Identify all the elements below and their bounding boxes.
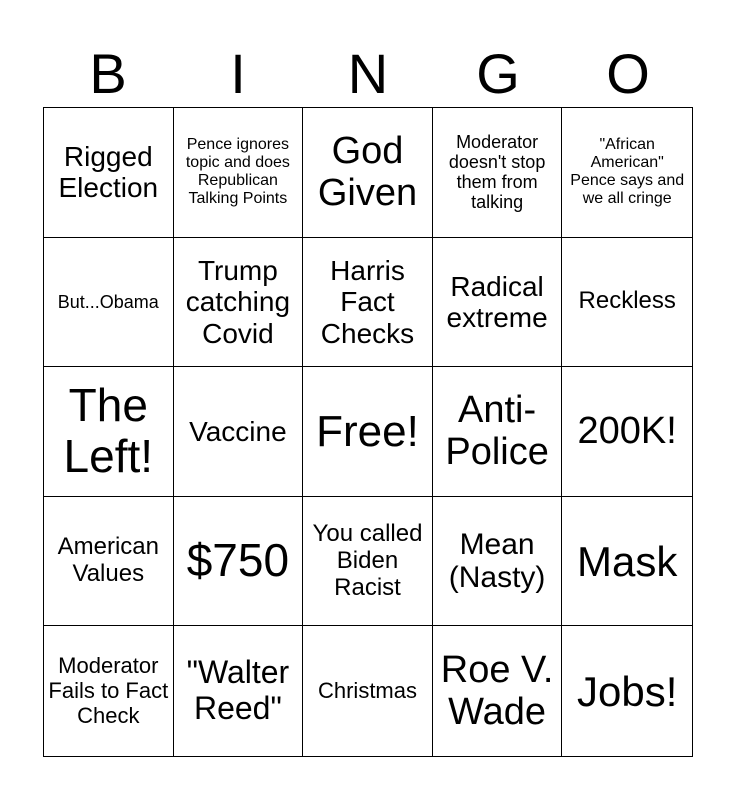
bingo-cell-r1-c5[interactable]	[562, 108, 692, 238]
bingo-cell-r5-c5[interactable]	[562, 626, 692, 756]
cell-text: Roe V. Wade	[440, 648, 554, 734]
header-letter-b: B	[89, 42, 127, 105]
bingo-cell-r5-c3[interactable]	[303, 626, 433, 756]
bingo-cell-r4-c2[interactable]	[174, 497, 304, 627]
bingo-cell-r5-c2[interactable]	[174, 626, 304, 756]
bingo-cell-r4-c5[interactable]	[562, 497, 692, 627]
cell-text: The Left!	[63, 378, 154, 483]
header-letter-o: O	[606, 42, 650, 105]
bingo-cell-r4-c4[interactable]	[433, 497, 563, 627]
cell-text: Christmas	[317, 677, 417, 703]
bingo-cell-r5-c4[interactable]	[433, 626, 563, 756]
header-letter-g: G	[476, 42, 520, 105]
cell-text: Pence ignores topic and does Republican Talking Points	[185, 136, 290, 208]
header-letter-i: I	[230, 42, 246, 105]
bingo-cell-r2-c5[interactable]	[562, 238, 692, 368]
cell-text: American Values	[57, 533, 159, 588]
bingo-cell-r1-c4[interactable]	[433, 108, 563, 238]
header-letter-n: N	[347, 42, 389, 105]
bingo-cell-r3-c2[interactable]	[174, 367, 304, 497]
bingo-board	[43, 107, 693, 757]
cell-text: Radical extreme	[446, 270, 548, 333]
bingo-cell-r3-c1[interactable]	[44, 367, 174, 497]
bingo-cell-r2-c1[interactable]	[44, 238, 174, 368]
bingo-cell-r1-c3[interactable]	[303, 108, 433, 238]
bingo-cell-r3-c5[interactable]	[562, 367, 692, 497]
cell-text: "African American" Pence says and we all cringe	[570, 136, 685, 208]
bingo-cell-r1-c1[interactable]	[44, 108, 174, 238]
cell-text: Harris Fact Checks	[320, 254, 415, 349]
bingo-cell-r2-c2[interactable]	[174, 238, 304, 368]
cell-text: Mean (Nasty)	[448, 527, 546, 595]
bingo-cell-r2-c4[interactable]	[433, 238, 563, 368]
bingo-cell-r1-c2[interactable]	[174, 108, 304, 238]
bingo-cell-r3-c3[interactable]	[303, 367, 433, 497]
cell-text: God Given	[317, 129, 418, 215]
cell-text: Rigged Election	[58, 140, 159, 204]
cell-text: "Walter Reed"	[186, 654, 290, 727]
cell-text: Anti-Police	[445, 388, 549, 474]
cell-text: Moderator Fails to Fact Check	[48, 653, 169, 728]
bingo-cell-r4-c3[interactable]	[303, 497, 433, 627]
cell-text: Jobs!	[577, 667, 678, 715]
cell-text: Moderator doesn't stop them from talking	[448, 131, 546, 213]
bingo-header	[43, 40, 693, 108]
cell-text: You called Biden Racist	[312, 519, 423, 601]
cell-text: Vaccine	[189, 415, 287, 447]
bingo-cell-r2-c3[interactable]	[303, 238, 433, 368]
cell-text: 200K!	[577, 410, 677, 453]
bingo-cell-r3-c4[interactable]	[433, 367, 563, 497]
cell-text: Reckless	[578, 287, 676, 315]
cell-text: But...Obama	[57, 291, 159, 312]
cell-text: Trump catching Covid	[185, 254, 291, 349]
bingo-cell-r4-c1[interactable]	[44, 497, 174, 627]
cell-text: Mask	[577, 537, 678, 585]
cell-text: $750	[186, 534, 290, 587]
cell-text: Free!	[316, 406, 419, 456]
bingo-cell-r5-c1[interactable]	[44, 626, 174, 756]
